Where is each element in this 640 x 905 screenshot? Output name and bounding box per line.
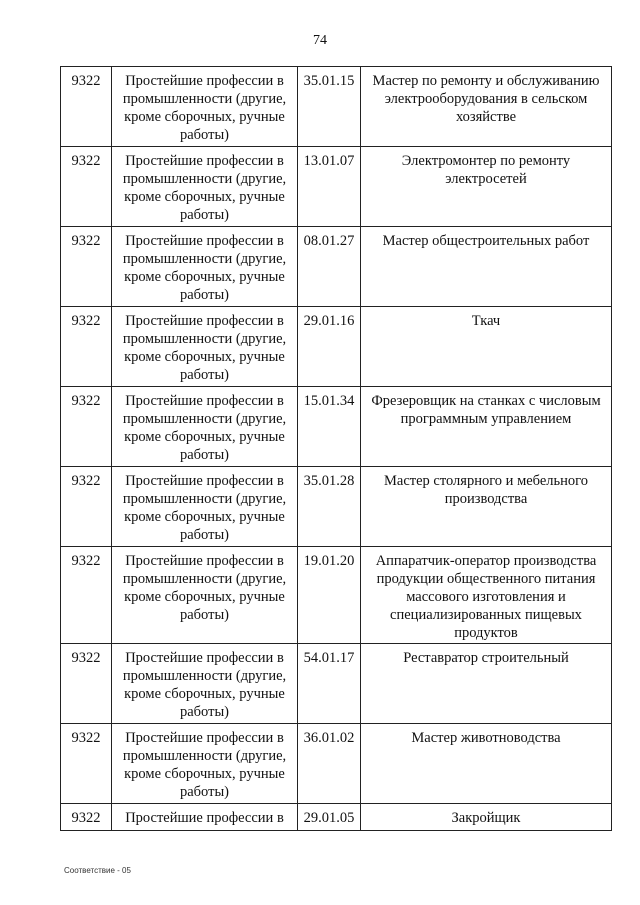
profession-code-cell: 15.01.34 — [298, 387, 361, 467]
group-name-cell: Простейшие профессии в промышленности (другие, кроме сборочных, ручные работы) — [112, 227, 298, 307]
group-name-cell: Простейшие профессии в промышленности (другие, кроме сборочных, ручные работы) — [112, 67, 298, 147]
profession-name-cell: Ткач — [361, 307, 612, 387]
profession-name-cell: Фрезеровщик на станках с числовым программным управлением — [361, 387, 612, 467]
profession-code-cell: 36.01.02 — [298, 724, 361, 804]
profession-name-cell: Закройщик — [361, 804, 612, 831]
profession-name-cell: Мастер по ремонту и обслуживанию электрооборудования в сельском хозяйстве — [361, 67, 612, 147]
profession-name-cell: Мастер столярного и мебельного производства — [361, 467, 612, 547]
group-name-cell: Простейшие профессии в — [112, 804, 298, 831]
okz-code-cell: 9322 — [61, 804, 112, 831]
profession-code-cell: 29.01.05 — [298, 804, 361, 831]
table-row — [61, 547, 612, 644]
profession-code-cell: 13.01.07 — [298, 147, 361, 227]
profession-code-cell: 35.01.28 — [298, 467, 361, 547]
profession-name-cell: Реставратор строительный — [361, 644, 612, 724]
professions-table — [60, 66, 612, 831]
okz-code-cell: 9322 — [61, 147, 112, 227]
table-row — [61, 307, 612, 387]
okz-code-cell: 9322 — [61, 387, 112, 467]
table-row — [61, 147, 612, 227]
table-row — [61, 724, 612, 804]
profession-code-cell: 19.01.20 — [298, 547, 361, 644]
table-row — [61, 387, 612, 467]
group-name-cell: Простейшие профессии в промышленности (другие, кроме сборочных, ручные работы) — [112, 547, 298, 644]
okz-code-cell: 9322 — [61, 724, 112, 804]
group-name-cell: Простейшие профессии в промышленности (другие, кроме сборочных, ручные работы) — [112, 387, 298, 467]
okz-code-cell: 9322 — [61, 227, 112, 307]
table-row — [61, 227, 612, 307]
page-footer: Соответствие - 05 — [64, 866, 131, 875]
profession-code-cell: 08.01.27 — [298, 227, 361, 307]
table-row — [61, 67, 612, 147]
profession-name-cell: Электромонтер по ремонту электросетей — [361, 147, 612, 227]
group-name-cell: Простейшие профессии в промышленности (другие, кроме сборочных, ручные работы) — [112, 724, 298, 804]
page-number: 74 — [313, 33, 327, 48]
group-name-cell: Простейшие профессии в промышленности (другие, кроме сборочных, ручные работы) — [112, 467, 298, 547]
group-name-cell: Простейшие профессии в промышленности (другие, кроме сборочных, ручные работы) — [112, 644, 298, 724]
group-name-cell: Простейшие профессии в промышленности (другие, кроме сборочных, ручные работы) — [112, 307, 298, 387]
profession-name-cell: Мастер животноводства — [361, 724, 612, 804]
okz-code-cell: 9322 — [61, 547, 112, 644]
okz-code-cell: 9322 — [61, 467, 112, 547]
okz-code-cell: 9322 — [61, 644, 112, 724]
profession-name-cell: Мастер общестроительных работ — [361, 227, 612, 307]
table-row — [61, 804, 612, 831]
profession-code-cell: 29.01.16 — [298, 307, 361, 387]
profession-code-cell: 35.01.15 — [298, 67, 361, 147]
profession-code-cell: 54.01.17 — [298, 644, 361, 724]
table-row — [61, 467, 612, 547]
okz-code-cell: 9322 — [61, 67, 112, 147]
profession-name-cell: Аппаратчик-оператор производства продукции общественного питания массового изготовления и специализированных пищевых продуктов — [361, 547, 612, 644]
group-name-cell: Простейшие профессии в промышленности (другие, кроме сборочных, ручные работы) — [112, 147, 298, 227]
okz-code-cell: 9322 — [61, 307, 112, 387]
table-row — [61, 644, 612, 724]
